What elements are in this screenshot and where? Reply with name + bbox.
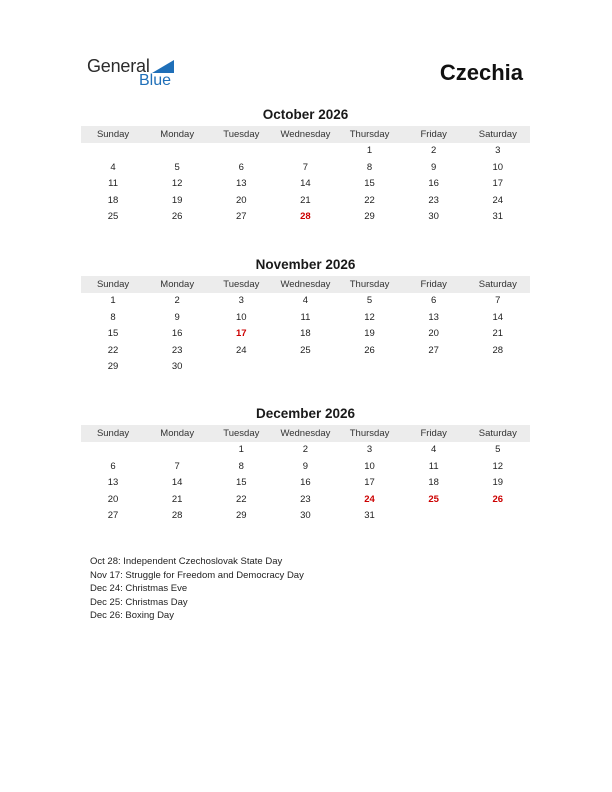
week-row	[81, 293, 530, 310]
day-cell	[402, 359, 466, 376]
week-row	[81, 160, 530, 177]
day-cell: 10	[492, 161, 504, 173]
day-cell: 2	[174, 295, 180, 306]
week-row	[81, 326, 530, 343]
day-cell: 31	[364, 510, 375, 522]
day-cell: 7	[495, 295, 501, 306]
day-cell	[338, 359, 402, 376]
day-cell: 19	[364, 328, 375, 340]
day-cell: 25	[300, 344, 311, 356]
week-row	[81, 310, 530, 327]
day-cell: 15	[236, 477, 247, 489]
day-cell: 19	[492, 477, 504, 489]
holiday-note: Dec 24: Christmas Eve	[90, 583, 188, 595]
day-cell: 4	[431, 444, 437, 455]
weekday-label: Sunday	[96, 279, 130, 290]
day-cell: 2	[431, 145, 437, 156]
day-cell: 16	[428, 178, 439, 190]
month-october	[81, 106, 530, 226]
holiday-day-cell: 25	[428, 493, 439, 505]
week-row	[81, 209, 530, 226]
day-cell: 30	[171, 361, 183, 373]
weekday-label: Thursday	[349, 129, 390, 140]
day-cell: 6	[431, 295, 437, 306]
week-row	[81, 176, 530, 193]
day-cell: 26	[364, 344, 375, 356]
week-row	[81, 508, 530, 525]
day-cell	[145, 143, 209, 160]
day-cell: 28	[171, 510, 183, 522]
day-cell: 2	[302, 444, 309, 455]
day-cell: 7	[302, 161, 309, 173]
day-cell: 30	[300, 510, 311, 522]
day-cell: 6	[110, 460, 116, 472]
holiday-note: Nov 17: Struggle for Freedom and Democracy Day	[90, 569, 304, 581]
month-november	[81, 256, 530, 376]
day-cell: 13	[236, 178, 247, 190]
day-cell: 7	[174, 460, 180, 472]
day-cell: 31	[492, 211, 504, 223]
weekday-label: Wednesday	[280, 129, 331, 140]
day-cell: 25	[107, 211, 119, 223]
weekday-header	[81, 276, 530, 293]
weekday-label: Sunday	[96, 428, 130, 439]
day-cell: 8	[238, 460, 244, 472]
logo	[87, 56, 187, 92]
weekday-label: Tuesday	[223, 428, 260, 439]
weekday-label: Sunday	[96, 129, 130, 140]
day-cell: 26	[171, 211, 183, 223]
day-cell: 5	[174, 161, 180, 173]
weekday-label: Tuesday	[223, 279, 260, 290]
week-row	[81, 442, 530, 459]
day-cell: 24	[236, 344, 247, 356]
weekday-label: Thursday	[349, 428, 390, 439]
week-row	[81, 459, 530, 476]
weekday-label: Saturday	[478, 279, 517, 290]
day-cell: 12	[364, 311, 375, 323]
day-cell: 13	[428, 311, 439, 323]
day-cell	[273, 143, 337, 160]
day-cell: 14	[300, 178, 311, 190]
day-cell: 29	[107, 361, 119, 373]
day-cell: 18	[107, 194, 119, 206]
weekday-label: Saturday	[478, 428, 517, 439]
day-cell: 16	[300, 477, 311, 489]
day-cell: 1	[110, 295, 116, 306]
day-cell: 28	[492, 344, 504, 356]
day-cell: 20	[107, 493, 119, 505]
day-cell: 1	[238, 444, 244, 455]
day-cell: 11	[428, 460, 439, 472]
day-cell: 20	[428, 328, 439, 340]
week-row	[81, 193, 530, 210]
weekday-header	[81, 126, 530, 143]
day-cell: 15	[107, 328, 119, 340]
weekday-label: Friday	[420, 428, 447, 439]
country-title: Czechia	[439, 60, 523, 85]
day-cell: 22	[364, 194, 375, 206]
weekday-label: Monday	[160, 428, 195, 439]
day-cell: 17	[492, 178, 504, 190]
weekday-label: Friday	[420, 129, 447, 140]
day-cell: 17	[364, 477, 375, 489]
holiday-note: Oct 28: Independent Czechoslovak State Day	[90, 556, 283, 567]
day-cell: 4	[302, 295, 309, 306]
month-title: October 2026	[262, 107, 349, 122]
weekday-label: Monday	[160, 129, 195, 140]
day-cell	[209, 359, 273, 376]
day-cell: 4	[110, 161, 116, 173]
month-title: November 2026	[255, 257, 356, 272]
day-cell: 12	[492, 460, 504, 472]
day-cell: 21	[492, 328, 504, 340]
holiday-day-cell: 26	[492, 493, 504, 505]
holiday-note: Dec 25: Christmas Day	[90, 596, 188, 608]
weekday-label: Monday	[160, 279, 195, 290]
day-cell: 15	[364, 178, 375, 190]
week-row	[81, 475, 530, 492]
day-cell	[209, 143, 273, 160]
day-cell: 10	[236, 311, 247, 323]
day-cell: 18	[428, 477, 439, 489]
month-title: December 2026	[255, 406, 356, 421]
day-cell: 30	[428, 211, 439, 223]
day-cell: 21	[171, 493, 183, 505]
day-cell: 11	[108, 178, 118, 190]
holiday-day-cell: 24	[364, 493, 375, 505]
day-cell: 9	[174, 311, 180, 323]
day-cell: 29	[364, 211, 375, 223]
day-cell: 20	[236, 194, 247, 206]
weekday-label: Friday	[420, 279, 447, 290]
day-cell: 1	[366, 145, 373, 156]
week-row	[81, 143, 530, 160]
day-cell: 8	[110, 311, 116, 323]
month-december	[81, 405, 530, 525]
day-cell: 19	[171, 194, 183, 206]
week-row	[81, 343, 530, 360]
weekday-label: Wednesday	[280, 279, 331, 290]
day-cell: 21	[300, 194, 311, 206]
holiday-notes	[90, 555, 304, 623]
day-cell: 14	[171, 477, 183, 489]
day-cell: 27	[107, 510, 119, 522]
day-cell: 13	[107, 477, 119, 489]
day-cell	[273, 359, 337, 376]
day-cell	[402, 508, 466, 525]
day-cell: 22	[107, 344, 119, 356]
day-cell: 8	[366, 161, 373, 173]
day-cell: 16	[171, 328, 183, 340]
week-row	[81, 492, 530, 509]
day-cell: 5	[495, 444, 501, 455]
day-cell: 29	[236, 510, 247, 522]
weekday-label: Thursday	[349, 279, 390, 290]
day-cell: 23	[428, 194, 439, 206]
day-cell: 18	[300, 328, 311, 340]
day-cell	[81, 143, 145, 160]
day-cell	[81, 442, 145, 459]
holiday-day-cell: 28	[300, 211, 311, 223]
day-cell: 11	[300, 311, 311, 323]
day-cell: 12	[171, 178, 183, 190]
holiday-day-cell: 17	[236, 328, 247, 340]
day-cell: 24	[492, 194, 504, 206]
day-cell: 9	[302, 460, 309, 472]
logo-general-text: General	[87, 56, 150, 76]
day-cell	[466, 508, 530, 525]
day-cell	[466, 359, 530, 376]
day-cell: 5	[366, 295, 373, 306]
day-cell	[145, 442, 209, 459]
day-cell: 22	[236, 493, 247, 505]
weekday-label: Saturday	[478, 129, 517, 140]
day-cell: 6	[238, 161, 244, 173]
day-cell: 14	[492, 311, 504, 323]
day-cell: 23	[300, 493, 311, 505]
day-cell: 3	[495, 145, 501, 156]
day-cell: 27	[428, 344, 439, 356]
day-cell: 23	[171, 344, 183, 356]
day-cell: 9	[431, 161, 437, 173]
day-cell: 27	[236, 211, 247, 223]
day-cell: 3	[238, 295, 244, 306]
holiday-note: Dec 26: Boxing Day	[90, 610, 174, 622]
logo-blue-text: Blue	[139, 72, 172, 89]
weekday-header	[81, 425, 530, 442]
day-cell: 10	[364, 460, 375, 472]
weekday-label: Tuesday	[223, 129, 260, 140]
day-cell: 3	[366, 444, 373, 455]
week-row	[81, 359, 530, 376]
weekday-label: Wednesday	[280, 428, 331, 439]
